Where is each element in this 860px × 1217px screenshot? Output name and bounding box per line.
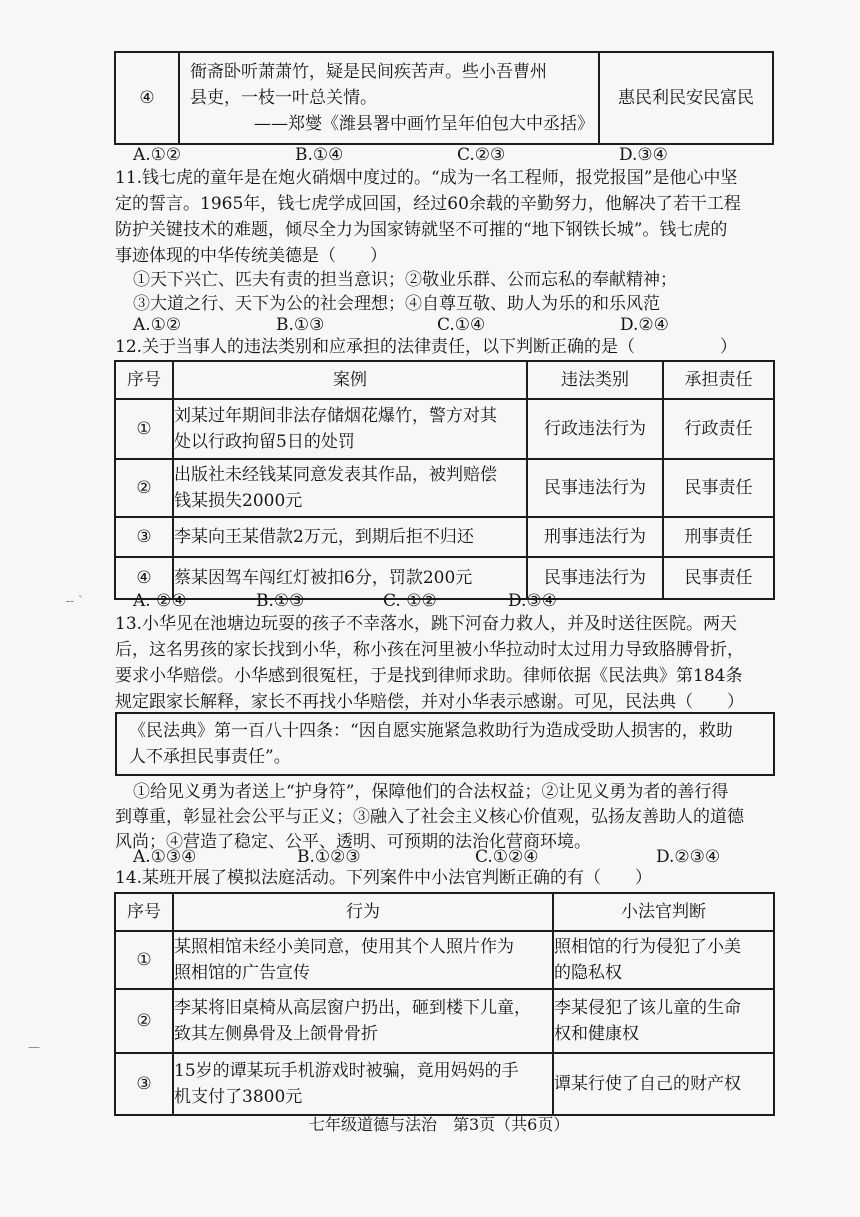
q13-line: 要求小华赔偿。小华感到很冤枉，于是找到律师求助。律师依据《民法典》第184条 (115, 666, 743, 686)
table-row (115, 1053, 774, 1115)
table-row (115, 989, 774, 1053)
q11-line: 11.钱七虎的童年是在炮火硝烟中度过的。“成为一名工程师，报党报国”是他心中坚 (115, 168, 738, 188)
q11-option-b: B.①③ (276, 315, 325, 335)
q11-choice: ①天下兴亡、匹夫有责的担当意识；②敬业乐群、公而忘私的奉献精神； (133, 270, 677, 290)
q11-line: 定的誓言。1965年，钱七虎学成回国，经过60余载的辛勤努力，他解决了若干工程 (115, 194, 741, 214)
judge-line: 权和健康权 (554, 1024, 639, 1044)
judge-line: 照相馆的行为侵犯了小美 (554, 937, 741, 957)
q13-choice: 风尚；④营造了稳定、公平、透明、可预期的法治化营商环境。 (115, 832, 591, 852)
act-line: 某照相馆未经小美同意，使用其个人照片作为 (174, 937, 514, 957)
judge-cell (553, 931, 774, 989)
case-line: 钱某损失2000元 (174, 491, 303, 511)
q12-option-a: A. ②④ (133, 591, 187, 611)
resp-cell: 民事责任 (663, 459, 774, 517)
quote-line: 人不承担民事责任”。 (129, 747, 291, 767)
q13-option-a: A.①③④ (133, 847, 197, 867)
case-cell (173, 399, 527, 459)
q12-option-c: C. ①② (383, 591, 437, 611)
resp-cell: 刑事责任 (663, 517, 774, 557)
case-cell: 蔡某因驾车闯红灯被扣6分，罚款200元 (173, 557, 527, 599)
case-cell: 李某向王某借款2万元，到期后拒不归还 (173, 517, 527, 557)
type-cell: 民事违法行为 (527, 557, 663, 599)
q12-stem: 12.关于当事人的违法类别和应承担的法律责任，以下判断正确的是（ ） (115, 337, 738, 357)
q11-line: 防护关键技术的难题，倾尽全力为国家铸就坚不可摧的“地下钢铁长城”。钱七虎的 (115, 220, 728, 240)
poem-line: 衙斋卧听萧萧竹，疑是民间疾苦声。些小吾曹州 (190, 62, 547, 82)
case-cell (173, 459, 527, 517)
judge-line: 李某侵犯了该儿童的生命 (554, 998, 741, 1018)
judge-cell: 谭某行使了自己的财产权 (553, 1053, 774, 1115)
q12-table (114, 360, 775, 600)
act-cell (173, 1053, 553, 1115)
q13-option-c: C.①②④ (475, 847, 539, 867)
type-cell: 民事违法行为 (527, 459, 663, 517)
value-cell: 惠民利民安民富民 (599, 52, 773, 144)
q12-option-b: B.①③ (256, 591, 305, 611)
table-row (115, 517, 774, 557)
table-row (115, 931, 774, 989)
table-row (115, 459, 774, 517)
civil-code-quote-box (115, 712, 775, 776)
table-row (115, 557, 774, 599)
row-num: ② (115, 459, 173, 517)
q14-table (114, 892, 775, 1116)
poem-source: ——郑燮《潍县署中画竹呈年伯包大中丞括》 (254, 114, 594, 134)
q10-table-fragment (114, 51, 774, 145)
scan-mark: — (28, 1040, 40, 1054)
case-line: 处以行政拘留5日的处罚 (174, 432, 355, 452)
q12-option-d: D.③④ (508, 591, 557, 611)
q13-option-b: B.①②③ (297, 847, 361, 867)
row-num: ① (115, 931, 173, 989)
type-cell: 刑事违法行为 (527, 517, 663, 557)
page-footer: 七年级道德与法治 第3页（共6页） (309, 1115, 570, 1134)
row-num: ③ (115, 1053, 173, 1115)
header-judge: 小法官判断 (553, 893, 774, 931)
case-line: 刘某过年期间非法存储烟花爆竹，警方对其 (174, 406, 497, 426)
act-line: 致其左侧鼻骨及上颌骨骨折 (174, 1024, 378, 1044)
q11-option-a: A.①② (133, 315, 182, 335)
q14-stem: 14.某班开展了模拟法庭活动。下列案件中小法官判断正确的有（ ） (115, 868, 653, 888)
q13-choice: ①给见义勇为者送上“护身符”，保障他们的合法权益；②让见义勇为者的善行得 (133, 782, 729, 802)
judge-cell (553, 989, 774, 1053)
act-line: 机支付了3800元 (174, 1087, 303, 1107)
q13-line: 后，这名男孩的家长找到小华，称小孩在河里被小华拉动时太过用力导致胳膊骨折， (115, 640, 744, 660)
q13-choice: 到尊重，彰显社会公平与正义；③融入了社会主义核心价值观，弘扬友善助人的道德 (115, 807, 744, 827)
act-line: 李某将旧桌椅从高层窗户扔出，砸到楼下儿童， (174, 998, 531, 1018)
q11-choice: ③大道之行、天下为公的社会理想；④自尊互敬、助人为乐的和乐风范 (133, 294, 660, 314)
header-num: 序号 (115, 361, 173, 399)
quote-line: 《民法典》第一百八十四条：“因自愿实施紧急救助行为造成受助人损害的，救助 (129, 721, 733, 741)
type-cell: 行政违法行为 (527, 399, 663, 459)
scan-mark: -- ˋ (66, 594, 84, 608)
act-cell (173, 931, 553, 989)
act-line: 15岁的谭某玩手机游戏时被骗，竟用妈妈的手 (174, 1061, 519, 1081)
poem-cell (179, 52, 599, 144)
table-row (115, 399, 774, 459)
q13-option-d: D.②③④ (656, 847, 721, 867)
q10-option-b: B.①④ (295, 145, 344, 165)
case-line: 出版社未经钱某同意发表其作品，被判赔偿 (174, 465, 497, 485)
header-case: 案例 (173, 361, 527, 399)
poem-line: 县吏，一枝一叶总关情。 (190, 88, 377, 108)
header-act: 行为 (173, 893, 553, 931)
q11-option-d: D.②④ (620, 315, 669, 335)
resp-cell: 行政责任 (663, 399, 774, 459)
row-num: ③ (115, 517, 173, 557)
row-num: ① (115, 399, 173, 459)
q10-option-a: A.①② (133, 145, 182, 165)
q10-option-d: D.③④ (619, 145, 668, 165)
row-num: ② (115, 989, 173, 1053)
judge-line: 的隐私权 (554, 963, 622, 983)
row-num: ④ (115, 52, 179, 144)
row-num: ④ (115, 557, 173, 599)
resp-cell: 民事责任 (663, 557, 774, 599)
header-type: 违法类别 (527, 361, 663, 399)
q10-option-c: C.②③ (457, 145, 506, 165)
q11-option-c: C.①④ (437, 315, 486, 335)
q13-line: 规定跟家长解释，家长不再找小华赔偿，并对小华表示感谢。可见，民法典（ ） (115, 692, 744, 712)
q11-line: 事迹体现的中华传统美德是（ ） (115, 246, 387, 266)
q13-line: 13.小华见在池塘边玩耍的孩子不幸落水，跳下河奋力救人，并及时送往医院。两天 (115, 614, 738, 634)
act-line: 照相馆的广告宣传 (174, 963, 310, 983)
header-resp: 承担责任 (663, 361, 774, 399)
header-num: 序号 (115, 893, 173, 931)
act-cell (173, 989, 553, 1053)
